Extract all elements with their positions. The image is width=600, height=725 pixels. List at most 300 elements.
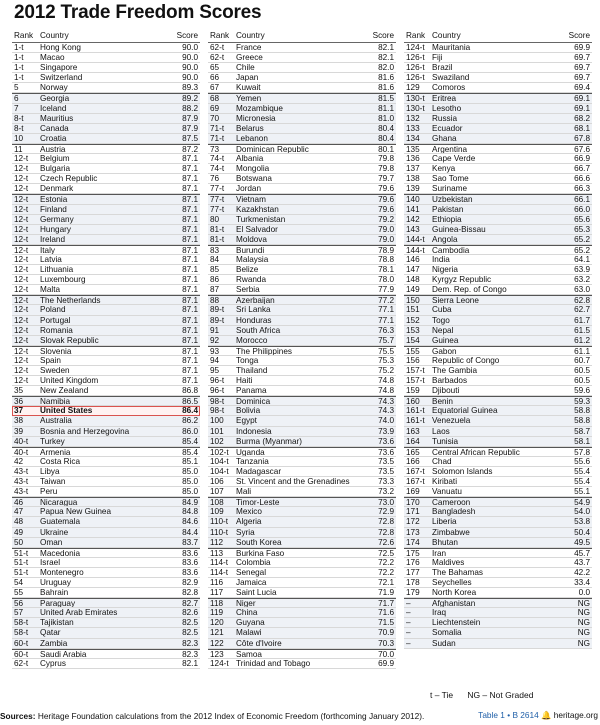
score-cell: 82.1 bbox=[182, 658, 198, 668]
rank-cell: 94 bbox=[210, 355, 220, 365]
table-row bbox=[208, 497, 396, 507]
country-cell: Vietnam bbox=[236, 195, 266, 204]
score-cell: 72.9 bbox=[378, 507, 394, 517]
country-cell: Albania bbox=[236, 154, 264, 164]
table-row bbox=[12, 528, 200, 538]
country-cell: Angola bbox=[432, 234, 458, 244]
country-cell: Malaysia bbox=[236, 254, 269, 264]
table-row bbox=[12, 517, 200, 527]
table-row bbox=[208, 316, 396, 326]
country-cell: Saudi Arabia bbox=[40, 649, 87, 658]
table-row bbox=[208, 588, 396, 598]
rank-cell: 12-t bbox=[14, 174, 29, 184]
table-row bbox=[404, 194, 592, 204]
country-cell: Sweden bbox=[40, 366, 70, 375]
country-cell: El Salvador bbox=[236, 224, 278, 234]
table-row bbox=[404, 487, 592, 497]
header-rank: Rank bbox=[210, 31, 230, 40]
score-cell: 65.3 bbox=[574, 224, 590, 234]
rank-cell: 165 bbox=[406, 447, 420, 457]
score-cell: 85.4 bbox=[182, 447, 198, 457]
table-row bbox=[404, 154, 592, 164]
country-cell: Kenya bbox=[432, 164, 456, 174]
rank-cell: 60-t bbox=[14, 638, 29, 648]
score-cell: 66.7 bbox=[574, 164, 590, 174]
score-cell: 85.4 bbox=[182, 436, 198, 446]
rank-cell: 170 bbox=[406, 498, 420, 508]
score-cell: 84.8 bbox=[182, 507, 198, 517]
rank-cell: 157-t bbox=[406, 366, 425, 375]
table-row bbox=[404, 43, 592, 53]
country-cell: Serbia bbox=[236, 285, 260, 295]
country-cell: Venezuela bbox=[432, 416, 471, 426]
score-cell: 82.5 bbox=[182, 618, 198, 628]
rank-cell: 173 bbox=[406, 527, 420, 537]
table-row bbox=[208, 427, 396, 437]
rank-cell: 91 bbox=[210, 325, 220, 335]
score-cell: 60.5 bbox=[574, 366, 590, 375]
score-cell: 66.1 bbox=[574, 195, 590, 205]
table-row bbox=[404, 396, 592, 406]
country-cell: Canada bbox=[40, 123, 69, 133]
score-cell: 87.9 bbox=[182, 113, 198, 123]
country-cell: Ireland bbox=[40, 234, 66, 244]
table-row bbox=[12, 305, 200, 315]
score-cell: 63.0 bbox=[574, 285, 590, 295]
rank-cell: 70 bbox=[210, 113, 220, 123]
country-cell: Madagascar bbox=[236, 466, 282, 476]
score-cell: 72.8 bbox=[378, 527, 394, 537]
table-label: Table 1 • B 2614 bbox=[478, 710, 539, 720]
score-cell: 87.1 bbox=[182, 234, 198, 244]
table-row bbox=[404, 265, 592, 275]
table-row bbox=[404, 578, 592, 588]
table-row bbox=[12, 316, 200, 326]
rank-cell: 8-t bbox=[14, 113, 24, 123]
rank-cell: 36 bbox=[14, 397, 24, 407]
rank-cell: 65 bbox=[210, 63, 220, 73]
country-cell: Honduras bbox=[236, 315, 272, 325]
country-cell: Libya bbox=[40, 466, 60, 476]
table-row bbox=[208, 538, 396, 548]
country-cell: Germany bbox=[40, 214, 74, 224]
country-cell: Panama bbox=[236, 386, 267, 396]
table-row bbox=[12, 114, 200, 124]
country-cell: Zambia bbox=[40, 638, 68, 648]
country-cell: United Kingdom bbox=[40, 376, 99, 386]
score-cell: 70.0 bbox=[378, 649, 394, 659]
country-cell: Hungary bbox=[40, 224, 71, 234]
country-cell: Ecuador bbox=[432, 123, 463, 133]
table-row bbox=[404, 548, 592, 558]
country-cell: Mauritania bbox=[432, 43, 471, 52]
table-row bbox=[404, 356, 592, 366]
rank-cell: 12-t bbox=[14, 376, 29, 386]
rank-cell: 12-t bbox=[14, 245, 29, 255]
table-row bbox=[12, 487, 200, 497]
column-header bbox=[404, 30, 592, 43]
table-row bbox=[404, 53, 592, 63]
table-row bbox=[208, 558, 396, 568]
country-cell: Indonesia bbox=[236, 426, 272, 436]
country-cell: Colombia bbox=[236, 557, 271, 567]
rank-cell: 108 bbox=[210, 498, 224, 508]
rank-cell: 62-t bbox=[210, 53, 225, 63]
table-row bbox=[12, 497, 200, 507]
table-row bbox=[12, 659, 200, 669]
country-cell: Kazakhstan bbox=[236, 204, 279, 214]
score-cell: 78.0 bbox=[378, 275, 394, 285]
table-row bbox=[404, 538, 592, 548]
table-row bbox=[404, 477, 592, 487]
rank-cell: 11 bbox=[14, 144, 23, 154]
rank-cell: 123 bbox=[210, 649, 224, 659]
country-cell: Malawi bbox=[236, 628, 262, 638]
rank-cell: 62-t bbox=[210, 43, 225, 52]
rank-cell: 74-t bbox=[210, 164, 225, 174]
table-row bbox=[404, 598, 592, 608]
rank-cell: 101 bbox=[210, 426, 224, 436]
table-row bbox=[208, 467, 396, 477]
country-cell: Burundi bbox=[236, 245, 265, 254]
rank-cell: 153 bbox=[406, 325, 420, 335]
country-cell: Burkina Faso bbox=[236, 548, 285, 557]
rank-cell: 130-t bbox=[406, 94, 425, 104]
score-cell: 85.0 bbox=[182, 466, 198, 476]
country-cell: Hong Kong bbox=[40, 43, 81, 52]
score-cell: 79.8 bbox=[378, 164, 394, 174]
score-cell: 87.1 bbox=[182, 174, 198, 184]
table-row bbox=[404, 336, 592, 346]
country-cell: Comoros bbox=[432, 83, 466, 93]
country-cell: Mozambique bbox=[236, 103, 283, 113]
score-cell: 87.1 bbox=[182, 305, 198, 315]
rank-cell: 102-t bbox=[210, 447, 229, 457]
table-row bbox=[404, 316, 592, 326]
score-cell: 87.1 bbox=[182, 335, 198, 345]
table-row bbox=[208, 366, 396, 376]
score-cell: NG bbox=[577, 599, 590, 609]
table-row bbox=[404, 366, 592, 376]
country-cell: Chad bbox=[432, 456, 452, 466]
country-cell: Cape Verde bbox=[432, 154, 476, 164]
score-cell: 84.9 bbox=[182, 498, 198, 508]
country-cell: Afghanistan bbox=[432, 599, 476, 608]
rank-cell: 62-t bbox=[14, 658, 29, 668]
table-row bbox=[404, 225, 592, 235]
country-cell: New Zealand bbox=[40, 386, 89, 396]
country-cell: Lithuania bbox=[40, 265, 74, 275]
country-cell: Greece bbox=[236, 53, 263, 63]
rank-cell: 178 bbox=[406, 577, 420, 587]
table-row bbox=[12, 194, 200, 204]
table-row bbox=[404, 416, 592, 426]
score-cell: 68.2 bbox=[574, 113, 590, 123]
score-cell: 84.4 bbox=[182, 527, 198, 537]
rank-cell: 76 bbox=[210, 174, 220, 184]
table-row bbox=[404, 457, 592, 467]
country-cell: Sudan bbox=[432, 638, 456, 648]
table-row bbox=[208, 53, 396, 63]
country-cell: Uzbekistan bbox=[432, 195, 473, 204]
country-cell: Equatorial Guinea bbox=[432, 406, 498, 416]
table-row bbox=[12, 437, 200, 447]
score-cell: 72.1 bbox=[378, 577, 394, 587]
country-cell: Liechtenstein bbox=[432, 618, 481, 628]
table-row bbox=[404, 215, 592, 225]
country-cell: Guinea bbox=[432, 335, 459, 345]
country-cell: Timor-Leste bbox=[236, 498, 280, 507]
score-cell: 33.4 bbox=[574, 577, 590, 587]
rank-cell: 84 bbox=[210, 254, 220, 264]
table-row bbox=[404, 628, 592, 638]
ranking-column-3 bbox=[404, 30, 592, 649]
rank-cell: – bbox=[406, 608, 411, 618]
score-cell: 81.5 bbox=[378, 94, 394, 104]
table-row bbox=[404, 104, 592, 114]
table-row bbox=[12, 396, 200, 406]
score-cell: 55.4 bbox=[574, 466, 590, 476]
table-row bbox=[404, 114, 592, 124]
score-cell: 69.4 bbox=[574, 83, 590, 93]
rank-cell: 49 bbox=[14, 527, 24, 537]
table-row bbox=[208, 83, 396, 93]
table-row bbox=[208, 447, 396, 457]
country-cell: Liberia bbox=[432, 517, 457, 527]
rank-cell: 172 bbox=[406, 517, 420, 527]
score-cell: 69.1 bbox=[574, 94, 590, 104]
rank-cell: 71-t bbox=[210, 123, 225, 133]
table-row bbox=[404, 528, 592, 538]
rank-cell: 130-t bbox=[406, 103, 425, 113]
score-cell: 86.5 bbox=[182, 397, 198, 407]
rank-cell: 58-t bbox=[14, 628, 29, 638]
table-row bbox=[404, 639, 592, 649]
rank-cell: 12-t bbox=[14, 285, 29, 295]
table-row bbox=[12, 295, 200, 305]
score-cell: 75.7 bbox=[378, 335, 394, 345]
score-cell: 72.5 bbox=[378, 548, 394, 558]
score-cell: 85.0 bbox=[182, 477, 198, 487]
country-cell: St. Vincent and the Grenadines bbox=[236, 477, 350, 487]
score-cell: 82.0 bbox=[378, 63, 394, 73]
country-cell: Namibia bbox=[40, 397, 71, 406]
country-cell: Samoa bbox=[236, 649, 262, 658]
header-rank: Rank bbox=[14, 31, 34, 40]
country-cell: Guyana bbox=[236, 618, 265, 628]
country-cell: United States bbox=[40, 406, 93, 416]
table-row bbox=[404, 588, 592, 598]
rank-cell: 12-t bbox=[14, 325, 29, 335]
country-cell: Papua New Guinea bbox=[40, 507, 112, 517]
table-row bbox=[12, 578, 200, 588]
score-cell: 87.1 bbox=[182, 164, 198, 174]
country-cell: Togo bbox=[432, 315, 450, 325]
table-row bbox=[208, 528, 396, 538]
score-cell: 69.1 bbox=[574, 103, 590, 113]
score-cell: 87.9 bbox=[182, 123, 198, 133]
rank-cell: 60-t bbox=[14, 649, 29, 659]
rank-cell: 74-t bbox=[210, 154, 225, 164]
rank-cell: 46 bbox=[14, 498, 24, 508]
table-row bbox=[12, 215, 200, 225]
rank-cell: 148 bbox=[406, 275, 420, 285]
header-rank: Rank bbox=[406, 31, 426, 40]
country-cell: Egypt bbox=[236, 416, 257, 426]
score-cell: 87.1 bbox=[182, 355, 198, 365]
country-cell: Bolivia bbox=[236, 406, 261, 416]
table-row bbox=[12, 507, 200, 517]
table-row bbox=[12, 538, 200, 548]
score-cell: 75.3 bbox=[378, 355, 394, 365]
source-label: Sources: bbox=[0, 711, 36, 721]
rank-cell: 134 bbox=[406, 133, 420, 143]
rank-cell: 92 bbox=[210, 335, 220, 345]
rank-cell: 86 bbox=[210, 275, 220, 285]
score-cell: 87.5 bbox=[182, 133, 198, 143]
rank-cell: 167-t bbox=[406, 477, 425, 487]
table-row bbox=[12, 205, 200, 215]
table-row bbox=[404, 285, 592, 295]
country-cell: Oman bbox=[40, 537, 63, 547]
table-row bbox=[12, 457, 200, 467]
country-cell: Macao bbox=[40, 53, 65, 63]
rank-cell: 114-t bbox=[210, 567, 229, 577]
country-cell: Chile bbox=[236, 63, 255, 73]
score-cell: 87.1 bbox=[182, 376, 198, 386]
country-cell: The Philippines bbox=[236, 346, 292, 355]
rank-cell: 95 bbox=[210, 366, 220, 375]
score-cell: 55.4 bbox=[574, 477, 590, 487]
table-row bbox=[12, 255, 200, 265]
country-cell: Swaziland bbox=[432, 73, 470, 83]
rank-cell: 12-t bbox=[14, 346, 29, 356]
rank-cell: 142 bbox=[406, 214, 420, 224]
rank-cell: 40-t bbox=[14, 436, 29, 446]
rank-cell: 124-t bbox=[406, 43, 425, 52]
country-cell: Tonga bbox=[236, 355, 259, 365]
score-cell: 58.7 bbox=[574, 426, 590, 436]
country-cell: Mongolia bbox=[236, 164, 270, 174]
country-cell: Thailand bbox=[236, 366, 268, 375]
country-cell: Poland bbox=[40, 305, 66, 315]
table-row bbox=[404, 205, 592, 215]
table-row bbox=[208, 548, 396, 558]
country-cell: Seychelles bbox=[432, 577, 472, 587]
table-row bbox=[404, 235, 592, 245]
country-cell: Bulgaria bbox=[40, 164, 71, 174]
table-row bbox=[12, 144, 200, 154]
country-cell: Uruguay bbox=[40, 577, 71, 587]
rank-cell: 171 bbox=[406, 507, 420, 517]
score-cell: 49.5 bbox=[574, 537, 590, 547]
rank-cell: 77-t bbox=[210, 184, 225, 194]
country-cell: South Korea bbox=[236, 537, 282, 547]
rank-cell: 12-t bbox=[14, 224, 29, 234]
table-row bbox=[404, 467, 592, 477]
rank-cell: 35 bbox=[14, 386, 24, 396]
table-row bbox=[404, 618, 592, 628]
score-cell: 79.6 bbox=[378, 204, 394, 214]
table-row bbox=[12, 63, 200, 73]
score-cell: NG bbox=[577, 608, 590, 618]
table-row bbox=[404, 305, 592, 315]
rank-cell: – bbox=[406, 618, 411, 628]
score-cell: 79.2 bbox=[378, 214, 394, 224]
score-cell: 60.7 bbox=[574, 355, 590, 365]
country-cell: Dem. Rep. of Congo bbox=[432, 285, 507, 295]
country-cell: Lesotho bbox=[432, 103, 462, 113]
table-row bbox=[208, 184, 396, 194]
rank-cell: 7 bbox=[14, 103, 19, 113]
rank-cell: 71-t bbox=[210, 133, 225, 143]
country-cell: Belize bbox=[236, 265, 259, 275]
score-cell: 75.5 bbox=[378, 346, 394, 356]
country-cell: Norway bbox=[40, 83, 68, 93]
score-cell: 87.1 bbox=[182, 315, 198, 325]
table-row bbox=[208, 416, 396, 426]
rank-cell: 88 bbox=[210, 296, 220, 306]
country-cell: Tanzania bbox=[236, 456, 269, 466]
rank-cell: 117 bbox=[210, 588, 224, 598]
score-cell: 86.8 bbox=[182, 386, 198, 396]
country-cell: Jamaica bbox=[236, 577, 267, 587]
country-cell: Jordan bbox=[236, 184, 262, 194]
country-cell: Guinea-Bissau bbox=[432, 224, 486, 234]
score-cell: 54.0 bbox=[574, 507, 590, 517]
score-cell: 81.6 bbox=[378, 73, 394, 83]
table-row bbox=[12, 386, 200, 396]
rank-cell: 176 bbox=[406, 557, 420, 567]
country-cell: Turkmenistan bbox=[236, 214, 286, 224]
table-row bbox=[208, 134, 396, 144]
country-cell: Armenia bbox=[40, 447, 71, 456]
score-cell: 61.1 bbox=[574, 346, 590, 356]
score-cell: 87.1 bbox=[182, 154, 198, 164]
rank-cell: 163 bbox=[406, 426, 420, 436]
table-row bbox=[12, 93, 200, 103]
table-row bbox=[208, 215, 396, 225]
table-row bbox=[12, 639, 200, 649]
score-cell: 88.2 bbox=[182, 103, 198, 113]
rank-cell: 51-t bbox=[14, 548, 29, 558]
rank-cell: 8-t bbox=[14, 123, 24, 133]
country-cell: Tunisia bbox=[432, 436, 459, 446]
site-link[interactable]: heritage.org bbox=[553, 710, 598, 720]
country-cell: Czech Republic bbox=[40, 174, 98, 184]
table-row bbox=[208, 93, 396, 103]
score-cell: 82.9 bbox=[182, 577, 198, 587]
score-cell: 86.0 bbox=[182, 426, 198, 436]
score-cell: 82.6 bbox=[182, 608, 198, 618]
table-row bbox=[12, 124, 200, 134]
score-cell: 54.9 bbox=[574, 498, 590, 508]
rank-cell: 93 bbox=[210, 346, 220, 356]
table-row bbox=[12, 477, 200, 487]
score-cell: 59.6 bbox=[574, 386, 590, 396]
country-cell: Peru bbox=[40, 487, 58, 497]
country-cell: United Arab Emirates bbox=[40, 608, 118, 618]
table-row bbox=[208, 305, 396, 315]
score-cell: 79.6 bbox=[378, 184, 394, 194]
table-row bbox=[208, 326, 396, 336]
country-cell: Russia bbox=[432, 113, 458, 123]
score-cell: 87.1 bbox=[182, 245, 198, 255]
rank-cell: 54 bbox=[14, 577, 24, 587]
score-cell: 86.4 bbox=[182, 406, 198, 416]
country-cell: Cyprus bbox=[40, 658, 66, 668]
rank-cell: 114-t bbox=[210, 557, 229, 567]
